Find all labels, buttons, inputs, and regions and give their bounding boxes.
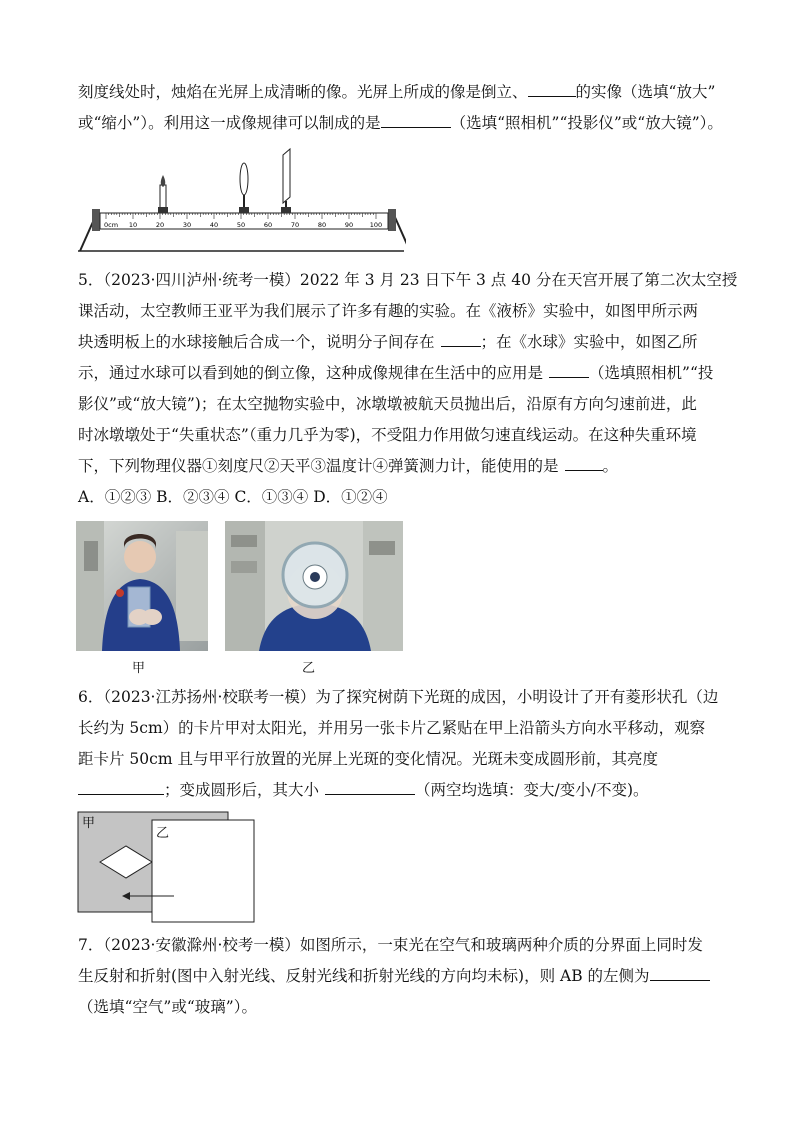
answer-blank[interactable] [650, 966, 710, 981]
q4-text: 刻度线处时，烛焰在光屏上成清晰的像。光屏上所成的像是倒立、 [78, 83, 528, 101]
q5-text: 下，下列物理仪器①刻度尺②天平③温度计④弹簧测力计，能使用的是 [78, 457, 559, 475]
q7-line-2 [78, 966, 710, 986]
ruler-tick-label: 20 [155, 221, 165, 229]
q4-text: 的实像（选填“放大” [575, 83, 716, 101]
q4-line-2 [78, 113, 723, 133]
answer-blank[interactable] [549, 363, 589, 378]
q5-text: ；在《水球》实验中，如图乙所 [480, 333, 698, 351]
caption-jia: 甲 [132, 661, 146, 676]
q5-line-4 [78, 363, 713, 383]
cards-figure [76, 810, 258, 926]
q5-text: 。 [602, 457, 619, 475]
q7-line-3: （选填“空气”或“玻璃”）。 [78, 998, 257, 1016]
ruler-tick-label: 0cm [104, 221, 119, 229]
q5-text: 示，通过水球可以看到她的倒立像，这种成像规律在生活中的应用是 [78, 364, 544, 382]
q5-line-5: 影仪”或“放大镜”)；在太空抛物实验中，冰墩墩被航天员抛出后，沿原有方向匀速前进，此 [78, 395, 697, 413]
photo-water-ball [225, 521, 403, 651]
answer-blank[interactable] [325, 780, 415, 795]
photo-liquid-bridge [76, 521, 208, 651]
ruler-tick-label: 80 [317, 221, 327, 229]
card-jia-label: 甲 [82, 816, 96, 831]
q4-text: （选填“照相机”“投影仪”或“放大镜”）。 [450, 114, 723, 132]
ruler-tick-label: 30 [182, 221, 192, 229]
q6-line-2: 长约为 5cm）的卡片甲对太阳光，并用另一张卡片乙紧贴在甲上沿箭头方向水平移动，观察 [78, 719, 706, 737]
q5-line-1: 5．（2023·四川泸州·统考一模）2022 年 3 月 23 日下午 3 点 40 分在天宫开展了第二次太空授 [78, 271, 738, 289]
q5-line-7 [78, 456, 618, 476]
q6-line-3: 距卡片 50cm 且与甲平行放置的光屏上光斑的变化情况。光斑未变成圆形前，其亮度 [78, 750, 658, 768]
ruler-tick-label: 70 [290, 221, 300, 229]
ruler-tick-label: 40 [209, 221, 219, 229]
bench-end-left [92, 209, 100, 231]
ruler-tick-label: 60 [263, 221, 273, 229]
q7-line-1: 7．（2023·安徽滁州·校考一模）如图所示，一束光在空气和玻璃两种介质的分界面上同时发 [78, 936, 703, 954]
q5-text: （选填照相机”“投 [589, 364, 714, 382]
ruler-tick-label: 50 [236, 221, 246, 229]
answer-blank[interactable] [78, 780, 164, 795]
q6-line-4 [78, 780, 649, 800]
q7-text: 生反射和折射(图中入射光线、反射光线和折射光线的方向均未标)，则 AB 的左侧为 [78, 967, 650, 985]
light-screen [281, 149, 291, 213]
answer-blank[interactable] [565, 456, 603, 471]
optical-bench-figure [76, 145, 406, 255]
convex-lens [239, 163, 249, 213]
answer-blank[interactable] [528, 82, 576, 97]
ruler-tick-label: 100 [369, 221, 383, 229]
ruler-tick-label: 90 [344, 221, 354, 229]
answer-blank[interactable] [381, 113, 451, 128]
q5-line-3 [78, 332, 698, 352]
q5-line-2: 课活动，太空教师王亚平为我们展示了许多有趣的实验。在《液桥》实验中，如图甲所示两 [78, 302, 699, 320]
caption-yi: 乙 [302, 661, 316, 676]
q6-text: （两空均选填：变大/变小/不变)。 [415, 781, 649, 799]
candle [158, 175, 168, 213]
ruler-tick-label: 10 [128, 221, 138, 229]
card-yi-label: 乙 [156, 826, 170, 841]
q6-line-1: 6．（2023·江苏扬州·校联考一模）为了探究树荫下光斑的成因，小明设计了开有菱形状孔（边 [78, 688, 719, 706]
q5-line-6: 时冰墩墩处于“失重状态”（重力几乎为零)，不受阻力作用做匀速直线运动。在这种失重环境 [78, 426, 697, 444]
q4-line-1 [78, 82, 715, 102]
q6-text: ；变成圆形后，其大小 [164, 781, 320, 799]
answer-blank[interactable] [441, 332, 481, 347]
q4-text: 或“缩小”）。利用这一成像规律可以制成的是 [78, 114, 381, 132]
q5-options: A．①②③ B．②③④ C．①③④ D．①②④ [78, 488, 388, 506]
bench-end-right [388, 209, 396, 231]
q5-text: 块透明板上的水球接触后合成一个，说明分子间存在 [78, 333, 435, 351]
